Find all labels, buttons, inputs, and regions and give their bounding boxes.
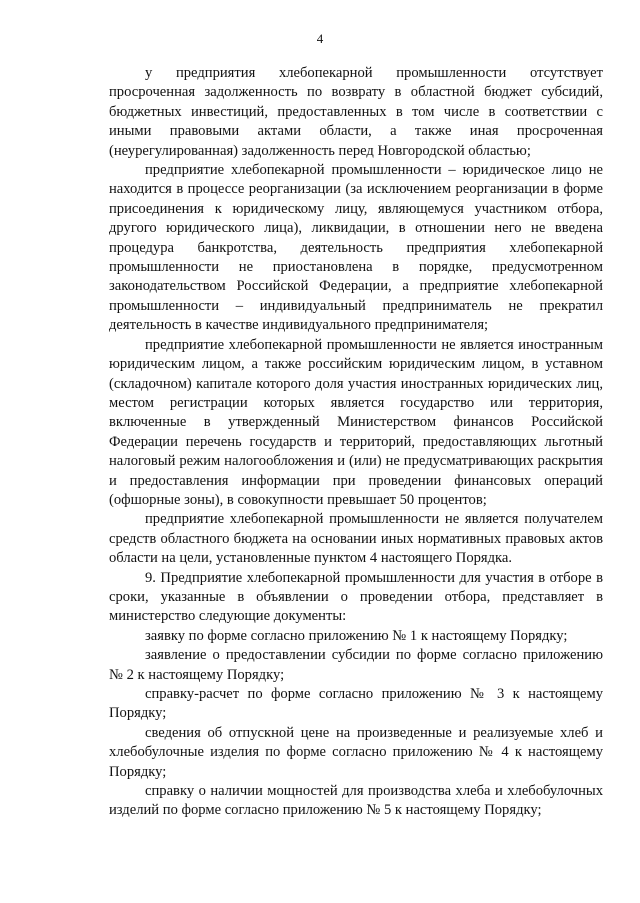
list-item-capacity-certificate: справку о наличии мощностей для производства хлеба и хлебобулочных изделий по форме согласно приложению № 5 к настоящему Порядку; <box>109 783 603 819</box>
list-item-application: заявку по форме согласно приложению № 1 к настоящему Порядку; <box>145 627 568 644</box>
list-item-calculation: справку-расчет по форме согласно приложению № 3 к настоящему Порядку; <box>109 686 603 722</box>
page-number: 4 <box>316 31 324 46</box>
document-body <box>109 64 603 821</box>
list-item-subsidy-statement: заявление о предоставлении субсидии по форме согласно приложению № 2 к настоящему Порядку; <box>109 647 603 683</box>
paragraph-no-reorganization: предприятие хлебопекарной промышленности – юридическое лицо не находится в процессе реорганизации (за исключением реорганизации в форме присоединения к юридическому лицу, являющемуся участником отбора, другого юридического лица), ликвидации, в отношении него не введена процедура банкротства, деятельность предприятия хлебопекарной промышленности не приостановлена в порядке, предусмотренном законодательством Российской Федерации, а предприятие хлебопекарной промышленности – индивидуальный предприниматель не прекратил деятельность в качестве индивидуального предпринимателя; <box>109 162 603 334</box>
paragraph-not-foreign-entity: предприятие хлебопекарной промышленности не является иностранным юридическим лицом, а также российским юридическим лицом, в уставном (складочном) капитале которого доля участия иностранных юридических лиц, местом регистрации которых является государство или территория, включенные в утвержденный Министерством финансов Российской Федерации перечень государств и территорий, предоставляющих льготный налоговый режим налогообложения и (или) не предусматривающих раскрытия и предоставления информации при проведении финансовых операций (офшорные зоны), в совокупности превышает 50 процентов; <box>109 336 603 508</box>
paragraph-not-other-recipient: предприятие хлебопекарной промышленности не является получателем средств областного бюджета на основании иных нормативных правовых актов области на цели, установленные пунктом 4 настоящего Порядка. <box>109 511 603 567</box>
paragraph-no-overdue-debt: у предприятия хлебопекарной промышленности отсутствует просроченная задолженность по возврату в областной бюджет субсидий, бюджетных инвестиций, предоставленных в том числе в соответствии с иными правовыми актами области, а также иная просроченная (неурегулированная) задолженность перед Новгородской областью; <box>109 65 603 159</box>
list-item-price-info: сведения об отпускной цене на произведенные и реализуемые хлеб и хлебобулочные изделия по форме согласно приложению № 4 к настоящему Порядку; <box>109 724 603 780</box>
paragraph-clause-9: 9. Предприятие хлебопекарной промышленности для участия в отборе в сроки, указанные в объявлении о проведении отбора, представляет в министерство следующие документы: <box>109 569 603 625</box>
